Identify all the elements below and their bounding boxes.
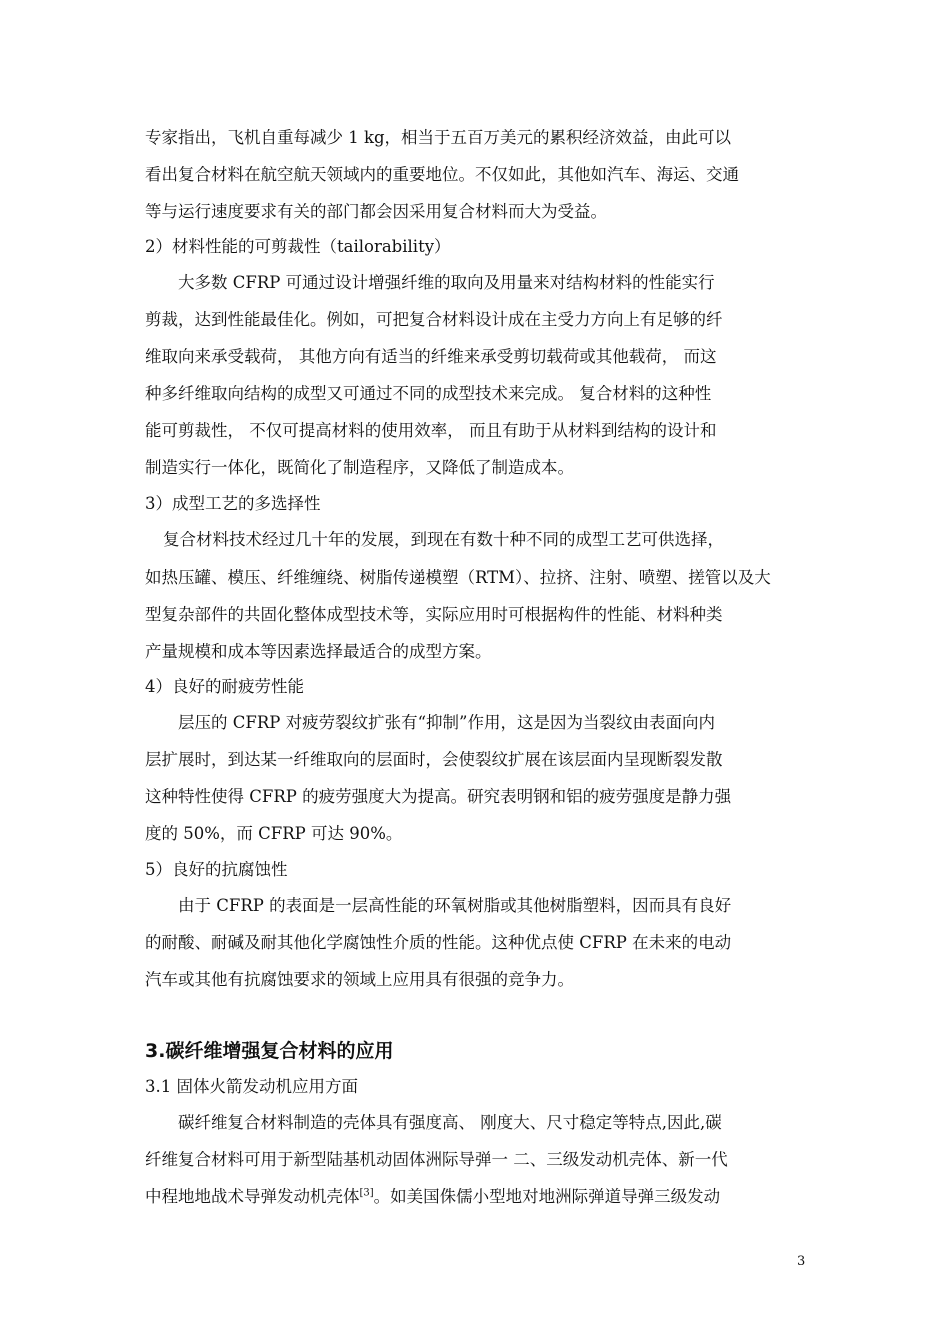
paragraph-line: 制造实行一体化，既简化了制造程序，又降低了制造成本。 (145, 458, 574, 477)
list-item-heading: 2）材料性能的可剪裁性（tailorability） (145, 237, 451, 256)
paragraph-line: 这种特性使得 CFRP 的疲劳强度大为提高。研究表明钢和铝的疲劳强度是静力强 (145, 787, 732, 806)
paragraph-text: 。如美国侏儒小型地对地洲际弹道导弹三级发动 (373, 1187, 721, 1206)
paragraph-line: 层压的 CFRP 对疲劳裂纹扩张有“抑制”作用，这是因为当裂纹由表面向内 (178, 713, 715, 732)
paragraph-line: 剪裁，达到性能最佳化。例如，可把复合材料设计成在主受力方向上有足够的纤 (145, 310, 723, 329)
subsection-heading: 3.1 固体火箭发动机应用方面 (145, 1077, 358, 1096)
paragraph-line: 型复杂部件的共固化整体成型技术等，实际应用时可根据构件的性能、材料种类 (145, 605, 723, 624)
list-item-heading: 5）良好的抗腐蚀性 (145, 860, 288, 879)
paragraph-line: 的耐酸、耐碱及耐其他化学腐蚀性介质的性能。这种优点使 CFRP 在未来的电动 (145, 933, 732, 952)
paragraph-line: 维取向来承受载荷， 其他方向有适当的纤维来承受剪切载荷或其他载荷， 而这 (145, 347, 717, 366)
list-item-heading: 3）成型工艺的多选择性 (145, 494, 321, 513)
paragraph-line: 碳纤维复合材料制造的壳体具有强度高、 刚度大、尺寸稳定等特点,因此,碳 (178, 1113, 722, 1132)
paragraph-line: 种多纤维取向结构的成型又可通过不同的成型技术来完成。 复合材料的这种性 (145, 384, 712, 403)
paragraph-line: 能可剪裁性， 不仅可提高材料的使用效率， 而且有助于从材料到结构的设计和 (145, 421, 717, 440)
paragraph-line: 复合材料技术经过几十年的发展，到现在有数十种不同的成型工艺可供选择， (163, 530, 724, 549)
reference-citation[interactable]: [3] (359, 1187, 374, 1199)
paragraph-line (145, 1187, 720, 1207)
paragraph-line: 纤维复合材料可用于新型陆基机动固体洲际导弹一 二、三级发动机壳体、新一代 (145, 1150, 728, 1169)
paragraph-line: 层扩展时，到达某一纤维取向的层面时，会使裂纹扩展在该层面内呈现断裂发散 (145, 750, 723, 769)
paragraph-line: 等与运行速度要求有关的部门都会因采用复合材料而大为受益。 (145, 202, 607, 221)
paragraph-line: 产量规模和成本等因素选择最适合的成型方案。 (145, 642, 492, 661)
page-number: 3 (797, 1254, 806, 1269)
paragraph-line: 大多数 CFRP 可通过设计增强纤维的取向及用量来对结构材料的性能实行 (178, 273, 715, 292)
paragraph-text: 中程地地战术导弹发动机壳体 (145, 1187, 360, 1206)
paragraph-line: 专家指出，飞机自重每减少 1 kg，相当于五百万美元的累积经济效益，由此可以 (145, 128, 732, 147)
list-item-heading: 4）良好的耐疲劳性能 (145, 677, 304, 696)
section-heading: 3.碳纤维增强复合材料的应用 (145, 1040, 394, 1062)
paragraph-line: 汽车或其他有抗腐蚀要求的领域上应用具有很强的竞争力。 (145, 970, 574, 989)
paragraph-line: 度的 50%，而 CFRP 可达 90%。 (145, 824, 403, 843)
paragraph-line: 由于 CFRP 的表面是一层高性能的环氧树脂或其他树脂塑料，因而具有良好 (178, 896, 732, 915)
paragraph-line: 看出复合材料在航空航天领域内的重要地位。不仅如此，其他如汽车、海运、交通 (145, 165, 739, 184)
paragraph-line: 如热压罐、模压、纤维缠绕、树脂传递模塑（RTM）、拉挤、注射、喷塑、搓管以及大 (145, 568, 771, 587)
